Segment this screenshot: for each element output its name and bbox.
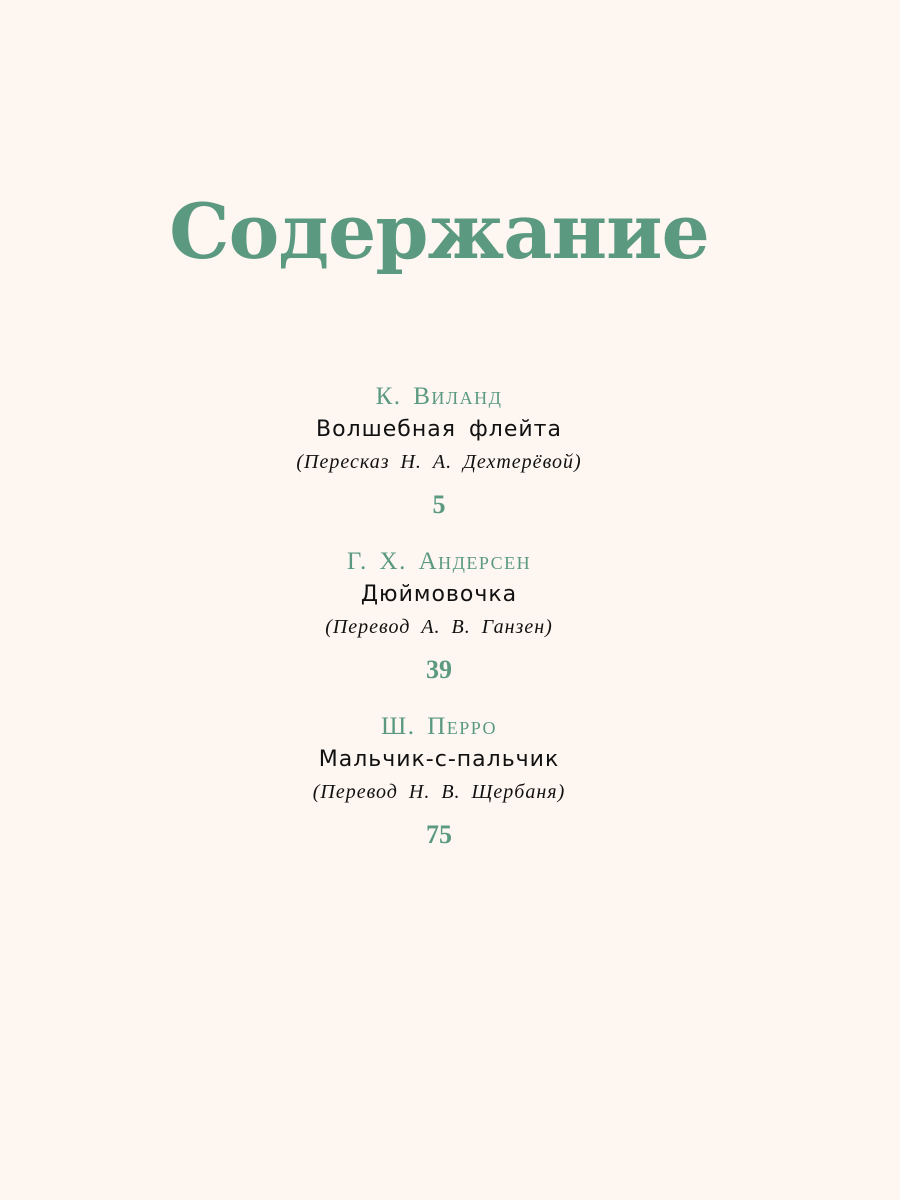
toc-page-number: 5: [432, 490, 446, 519]
toc-author: Ш. Перро: [380, 713, 497, 740]
toc-translator-note: (Пересказ Н. А. Дехтерёвой): [296, 451, 582, 473]
toc-author: Г. Х. Андерсен: [346, 548, 532, 575]
toc-author: К. Виланд: [375, 383, 503, 410]
toc-work-title: Дюймовочка: [360, 582, 518, 607]
toc-translator-note: (Перевод А. В. Ганзен): [325, 616, 553, 638]
toc-entry-1[interactable]: [0, 381, 878, 521]
toc-work-title: Мальчик-с-пальчик: [318, 747, 560, 772]
toc-page-number: 75: [426, 820, 452, 849]
toc-entry-2[interactable]: [0, 546, 878, 686]
toc-page-number: 39: [426, 655, 452, 684]
toc-work-title: Волшебная флейта: [316, 417, 562, 442]
toc-entry-3[interactable]: [0, 711, 878, 851]
page-title: Содержание: [169, 187, 709, 276]
toc-translator-note: (Перевод Н. В. Щербаня): [312, 781, 566, 803]
